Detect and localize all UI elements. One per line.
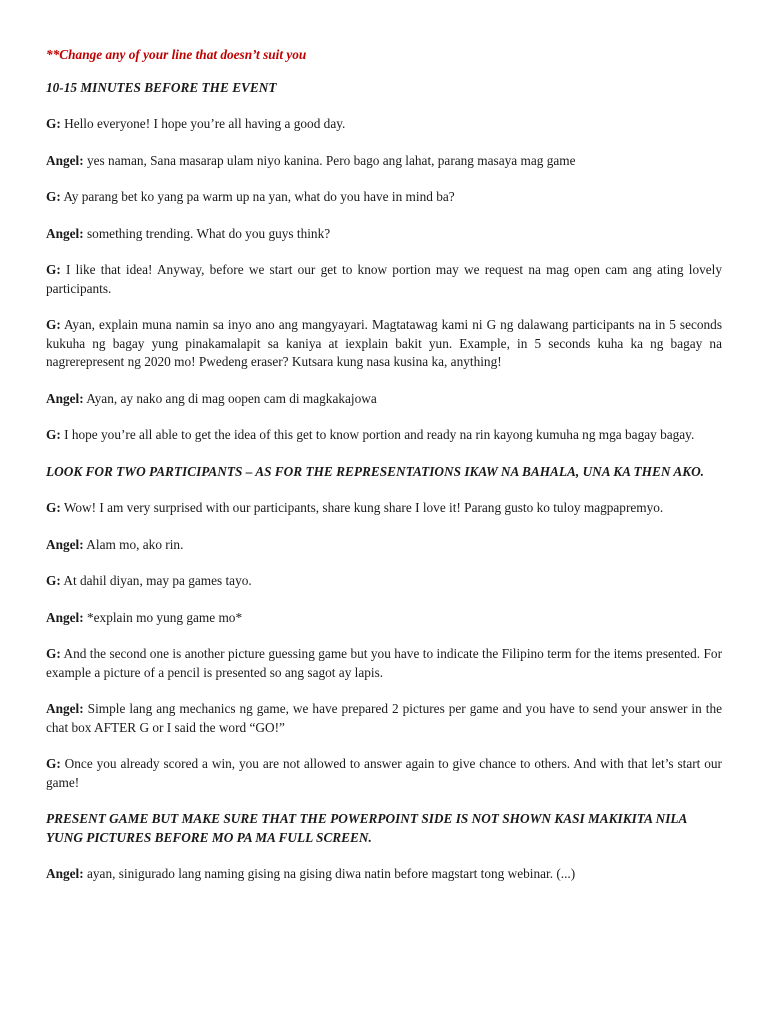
- speaker-name: G:: [46, 500, 61, 515]
- dialogue-text: Alam mo, ako rin.: [86, 536, 184, 552]
- dialogue-text: yes naman, Sana masarap ulam niyo kanina. Pero bago ang lahat, parang masaya mag game: [87, 152, 576, 168]
- speaker-name: G:: [46, 189, 61, 204]
- speaker-name: G:: [46, 756, 61, 771]
- dialogue-line: [46, 115, 722, 134]
- speaker-name: Angel:: [46, 866, 84, 881]
- speaker-name: Angel:: [46, 609, 84, 625]
- speaker-name: Angel:: [46, 225, 84, 241]
- dialogue-line: [46, 316, 722, 372]
- dialogue-text: At dahil diyan, may pa games tayo.: [63, 573, 252, 588]
- speaker-name: Angel:: [46, 152, 84, 168]
- script-body: [46, 79, 722, 884]
- speaker-name: G:: [46, 116, 61, 131]
- dialogue-line: [46, 225, 722, 244]
- dialogue-text: Ayan, ay nako ang di mag oopen cam di magkakajowa: [86, 390, 377, 406]
- speaker-name: G:: [46, 317, 61, 332]
- dialogue-line: [46, 426, 722, 445]
- speaker-name: G:: [46, 646, 61, 661]
- dialogue-line: [46, 645, 722, 682]
- dialogue-line: [46, 390, 722, 409]
- dialogue-line: [46, 152, 722, 171]
- section-heading: PRESENT GAME BUT MAKE SURE THAT THE POWERPOINT SIDE IS NOT SHOWN KASI MAKIKITA NILA YUNG PICTURES BEFORE MO PA MA FULL SCREEN.: [46, 811, 687, 845]
- section-heading: LOOK FOR TWO PARTICIPANTS – AS FOR THE REPRESENTATIONS IKAW NA BAHALA, UNA KA THEN AKO.: [46, 463, 704, 479]
- dialogue-text: Once you already scored a win, you are not allowed to answer again to give chance to others. And with that let’s start our game!: [46, 756, 722, 790]
- dialogue-text: Hello everyone! I hope you’re all having a good day.: [64, 116, 346, 131]
- speaker-name: Angel:: [46, 536, 84, 552]
- dialogue-line: [46, 499, 722, 518]
- speaker-name: Angel:: [46, 701, 84, 716]
- dialogue-text: something trending. What do you guys think?: [87, 225, 331, 241]
- dialogue-text: Simple lang ang mechanics ng game, we have prepared 2 pictures per game and you have to send your answer in the chat box AFTER G or I said the word “GO!”: [46, 701, 723, 735]
- dialogue-text: I like that idea! Anyway, before we start our get to know portion may we request na mag open cam ang ating lovely participants.: [46, 262, 723, 296]
- revision-note: **Change any of your line that doesn’t suit you: [46, 47, 307, 62]
- dialogue-text: Wow! I am very surprised with our participants, share kung share I love it! Parang gusto ko tuloy magpapremyo.: [63, 500, 664, 515]
- speaker-name: G:: [46, 573, 61, 588]
- dialogue-line: [46, 536, 722, 555]
- dialogue-text: Ay parang bet ko yang pa warm up na yan, what do you have in mind ba?: [63, 189, 455, 204]
- dialogue-line: [46, 755, 722, 792]
- dialogue-line: [46, 572, 722, 591]
- dialogue-line: [46, 700, 722, 737]
- speaker-name: Angel:: [46, 390, 84, 406]
- dialogue-text: Ayan, explain muna namin sa inyo ano ang mangyayari. Magtatawag kami ni G ng dalawang participants na in 5 seconds kukuha ng bagay yung pinakamalapit sa kaniya at iexplain bakit yun. Example, in 5 seconds kuha ka ng bagay na nagrerepresent ng 2020 mo! Pwedeng eraser? Kutsara kung nasa kusina ka, anything!: [46, 317, 722, 369]
- dialogue-text: ayan, sinigurado lang naming gising na gising diwa natin before magstart tong webinar. (...): [87, 866, 576, 881]
- dialogue-line: [46, 261, 722, 298]
- dialogue-line: [46, 609, 722, 628]
- section-heading: 10-15 MINUTES BEFORE THE EVENT: [46, 79, 277, 95]
- dialogue-line: [46, 188, 722, 207]
- dialogue-line: [46, 865, 722, 884]
- dialogue-text: *explain mo yung game mo*: [87, 609, 243, 625]
- dialogue-text: I hope you’re all able to get the idea of this get to know portion and ready na rin kayong kumuha ng mga bagay bagay.: [64, 427, 695, 442]
- speaker-name: G:: [46, 262, 61, 277]
- dialogue-text: And the second one is another picture guessing game but you have to indicate the Filipino term for the items presented. For example a picture of a pencil is presented so ang sagot ay lapis.: [46, 646, 722, 680]
- speaker-name: G:: [46, 427, 61, 442]
